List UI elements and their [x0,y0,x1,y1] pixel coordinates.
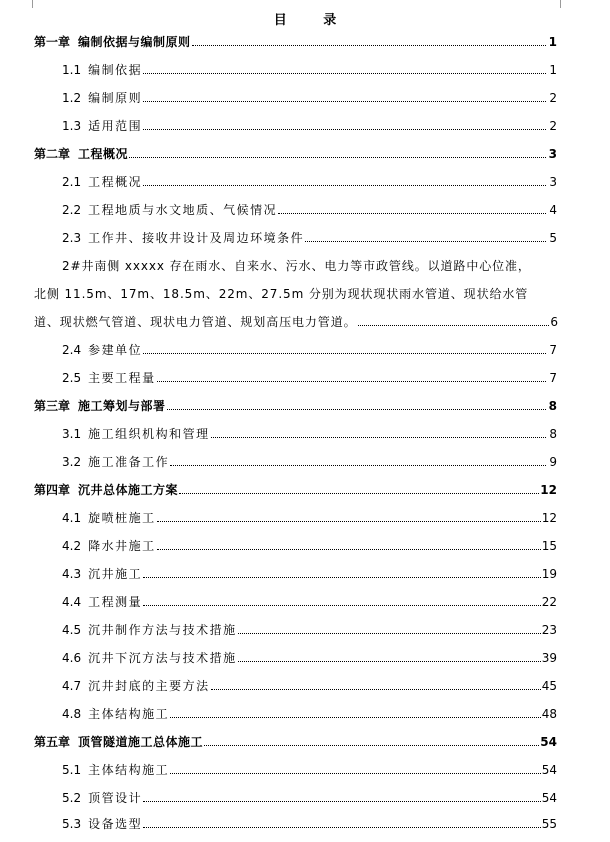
toc-entry-section-4-4[interactable] [62,594,557,610]
toc-entry-number: 1.2 [62,91,82,105]
toc-entry-number: 1.1 [62,63,82,77]
toc-entry-page: 45 [541,679,557,693]
toc-entry-text: 工程概况 [88,175,143,189]
toc-entry-text: 编制原则 [88,91,143,105]
toc-entry-page: 54 [541,763,557,777]
dot-leader [305,240,546,242]
toc-row [0,202,610,228]
dot-leader [204,744,539,746]
dot-leader [129,156,546,158]
toc-entry-text: 沉井制作方法与技术措施 [88,623,237,637]
toc-row [0,398,610,424]
paragraph-line-2: 北侧 11.5m、17m、18.5m、22m、27.5m 分别为现状现状雨水管道、现状给水管 [34,287,529,301]
dot-leader [167,408,546,410]
toc-entry-page: 23 [541,623,557,637]
toc-entry-text: 施工筹划与部署 [78,399,166,413]
toc-entry-chapter-2[interactable] [34,146,557,162]
toc-entry-page: 2 [549,119,557,133]
dot-leader [238,660,541,662]
toc-row [0,510,610,536]
toc-entry-page: 4 [549,203,557,217]
dot-leader [157,548,541,550]
toc-entry-page: 9 [549,455,557,469]
toc-entry-section-5-1[interactable] [62,762,557,778]
toc-row [0,174,610,200]
toc-entry-section-2-1[interactable] [62,174,557,190]
toc-entry-section-2-3[interactable] [62,230,557,246]
toc-entry-chapter-5[interactable] [34,734,557,750]
toc-entry-page: 7 [549,371,557,385]
toc-entry-chapter-1[interactable] [34,34,557,50]
toc-entry-text: 编制依据 [88,63,143,77]
toc-entry-text: 沉井总体施工方案 [78,483,179,497]
toc-entry-number: 2.3 [62,231,82,245]
dot-leader [143,352,546,354]
toc-entry-text: 顶管设计 [88,791,143,805]
dot-leader [143,604,541,606]
toc-entry-page: 3 [549,175,557,189]
toc-entry-text: 工程测量 [88,595,143,609]
toc-entry-section-4-3[interactable] [62,566,557,582]
toc-entry-number: 1.3 [62,119,82,133]
toc-entry-section-4-6[interactable] [62,650,557,666]
toc-row [0,90,610,116]
toc-entry-page: 54 [540,735,557,749]
toc-entry-section-1-2[interactable] [62,90,557,106]
toc-entry-number: 4.6 [62,651,82,665]
toc-entry-number: 5.3 [62,817,82,831]
toc-entry-number: 2.4 [62,343,82,357]
toc-entry-text: 降水井施工 [88,539,156,553]
toc-entry-text: 工程地质与水文地质、气候情况 [88,203,278,217]
toc-entry-page: 8 [549,427,557,441]
toc-entry-page: 7 [549,343,557,357]
toc-row [0,734,610,760]
toc-entry-page: 12 [541,511,557,525]
toc-row [0,34,610,60]
toc-entry-section-2-5[interactable] [62,370,557,386]
toc-row [0,816,610,842]
toc-row [0,706,610,732]
toc-entry-chapter-3[interactable] [34,398,557,414]
toc-row [0,482,610,508]
toc-row [0,426,610,452]
toc-entry-text: 沉井施工 [88,567,143,581]
toc-entry-section-4-8[interactable] [62,706,557,722]
toc-entry-section-5-3[interactable] [62,816,557,832]
toc-entry-section-1-1[interactable] [62,62,557,78]
toc-row [0,594,610,620]
toc-entry-chapter-4[interactable] [34,482,557,498]
toc-entry-number: 4.8 [62,707,82,721]
dot-leader [278,212,546,214]
toc-entry-number: 5.2 [62,791,82,805]
toc-entry-section-3-1[interactable] [62,426,557,442]
toc-entry-page: 48 [541,707,557,721]
toc-entry-page: 39 [541,651,557,665]
toc-entry-number: 4.1 [62,511,82,525]
toc-entry-text: 工程概况 [78,147,129,161]
dot-leader [211,436,546,438]
toc-entry-section-5-2[interactable] [62,790,557,806]
toc-entry-text: 施工准备工作 [88,455,170,469]
dot-leader [211,688,541,690]
toc-entry-page: 1 [549,63,557,77]
toc-entry-section-4-1[interactable] [62,510,557,526]
dot-leader [170,772,541,774]
toc-entry-number: 2.2 [62,203,82,217]
toc-entry-section-2-2[interactable] [62,202,557,218]
toc-entry-text: 工作井、接收井设计及周边环境条件 [88,231,305,245]
paragraph-line-3-text: 道、现状燃气管道、现状电力管道、规划高压电力管道。 [34,315,357,329]
toc-row [0,342,610,368]
toc-entry-page: 12 [540,483,557,497]
toc-entry-page: 3 [548,147,557,161]
toc-entry-page: 55 [541,817,557,831]
dot-leader [238,632,541,634]
toc-entry-text: 顶管隧道施工总体施工 [78,735,204,749]
dot-leader [143,800,541,802]
toc-entry-number: 2.1 [62,175,82,189]
toc-entry-number: 2.5 [62,371,82,385]
toc-entry-text: 主体结构施工 [88,763,170,777]
toc-entry-number: 3.2 [62,455,82,469]
toc-row [0,230,610,256]
toc-entry-text: 适用范围 [88,119,143,133]
toc-entry-text: 施工组织机构和管理 [88,427,210,441]
toc-title: 目 录 [273,13,353,28]
toc-entry-number: 第三章 [34,399,71,413]
toc-entry-number: 4.5 [62,623,82,637]
toc-entry-number: 第四章 [34,483,71,497]
toc-entry-number: 3.1 [62,427,82,441]
page-corner-mark-left [32,0,33,8]
toc-row [0,62,610,88]
toc-entry-page: 8 [548,399,557,413]
toc-entry-text: 参建单位 [88,343,143,357]
toc-row [0,538,610,564]
toc-row [0,762,610,788]
dot-leader [143,826,541,828]
toc-entry-text: 沉井封底的主要方法 [88,679,210,693]
toc-entry-section-2-4[interactable] [62,342,557,358]
toc-row [0,146,610,172]
toc-entry-section-4-2[interactable] [62,538,557,554]
toc-entry-number: 4.7 [62,679,82,693]
toc-entry-paragraph[interactable] [34,258,558,342]
toc-entry-number: 5.1 [62,763,82,777]
toc-row [0,566,610,592]
toc-entry-number: 第一章 [34,35,71,49]
toc-entry-section-1-3[interactable] [62,118,557,134]
toc-entry-page: 19 [541,567,557,581]
dot-leader [179,492,539,494]
toc-entry-number: 4.2 [62,539,82,553]
toc-entry-number: 4.3 [62,567,82,581]
toc-row [0,454,610,480]
toc-entry-section-3-2[interactable] [62,454,557,470]
toc-entry-text: 主要工程量 [88,371,156,385]
dot-leader [157,380,546,382]
dot-leader [192,44,546,46]
toc-row [0,370,610,396]
toc-entry-page: 54 [541,791,557,805]
dot-leader [157,520,541,522]
toc-entry-text: 编制依据与编制原则 [78,35,191,49]
dot-leader [143,72,546,74]
toc-row [0,678,610,704]
toc-entry-number: 第五章 [34,735,71,749]
toc-row [0,790,610,816]
paragraph-line-1: 2#井南侧 xxxxx 存在雨水、自来水、污水、电力等市政管线。以道路中心位准， [62,259,531,273]
dot-leader [358,325,550,326]
dot-leader [143,100,546,102]
dot-leader [143,128,546,130]
toc-entry-page: 6 [550,315,558,329]
toc-entry-text: 沉井下沉方法与技术措施 [88,651,237,665]
dot-leader [143,184,546,186]
toc-entry-text: 主体结构施工 [88,707,170,721]
toc-entry-section-4-7[interactable] [62,678,557,694]
toc-entry-section-4-5[interactable] [62,622,557,638]
toc-entry-page: 22 [541,595,557,609]
page-corner-mark-right [560,0,561,8]
toc-entry-page: 1 [548,35,557,49]
toc-row [0,622,610,648]
toc-entry-text: 设备选型 [88,817,143,831]
paragraph-line-3 [34,314,558,330]
toc-row [0,118,610,144]
dot-leader [170,716,541,718]
toc-entry-page: 15 [541,539,557,553]
toc-entry-text: 旋喷桩施工 [88,511,156,525]
dot-leader [143,576,541,578]
toc-entry-number: 4.4 [62,595,82,609]
toc-entry-page: 2 [549,91,557,105]
dot-leader [170,464,546,466]
toc-entry-number: 第二章 [34,147,71,161]
toc-row [0,650,610,676]
toc-entry-page: 5 [549,231,557,245]
